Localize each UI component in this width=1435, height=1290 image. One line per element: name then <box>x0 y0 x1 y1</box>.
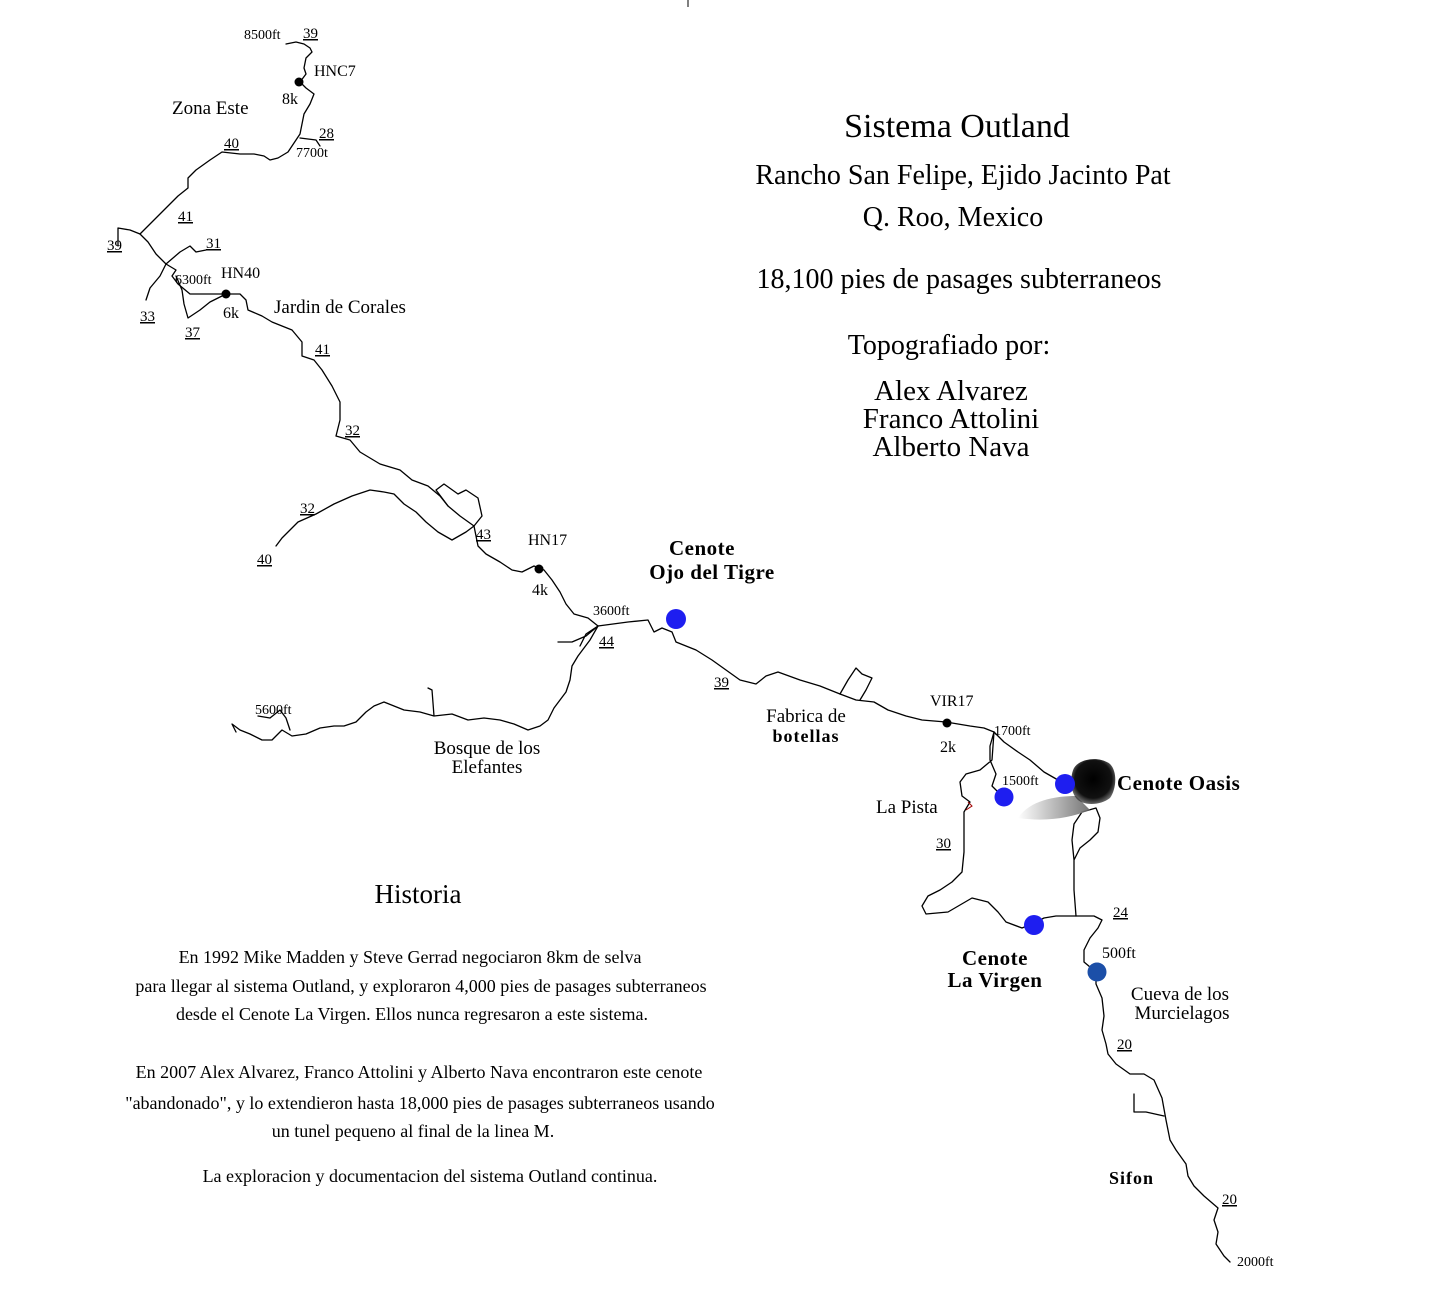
cenote-1500-marker <box>995 788 1014 807</box>
history-p2-line2: "abandonado", y lo extendieron hasta 18,000 pies de pasages subterraneos usando <box>125 1093 715 1113</box>
cueva-murcielagos-marker <box>1088 963 1107 982</box>
station-dot-hn17 <box>535 565 544 574</box>
station-dot-hn40 <box>222 290 231 299</box>
history-section <box>125 879 715 1186</box>
distance-5600: 5600ft <box>255 703 292 718</box>
branch-31 <box>166 246 206 264</box>
history-p1-line1: En 1992 Mike Madden y Steve Gerrad negociaron 8km de selva <box>178 947 642 967</box>
history-p3: La exploracion y documentacion del sistema Outland continua. <box>202 1166 658 1186</box>
depth-20-lower: 20 <box>1222 1192 1237 1208</box>
depth-32-west: 32 <box>300 501 315 517</box>
depth-43: 43 <box>476 527 491 543</box>
region-fabrica-2: botellas <box>772 726 840 746</box>
depth-31: 31 <box>206 236 221 252</box>
station-hn40-k: 6k <box>223 305 239 322</box>
depth-37: 37 <box>185 325 200 341</box>
region-cueva-2: Murcielagos <box>1134 1003 1230 1024</box>
depth-39-west: 39 <box>107 238 122 254</box>
station-hnc7: HNC7 <box>314 63 356 80</box>
line-to-oasis <box>994 732 1058 780</box>
la-pista-loop <box>922 732 1076 928</box>
cenote-labels <box>649 536 1240 992</box>
distance-2000: 2000ft <box>1237 1255 1274 1270</box>
total-length: 18,100 pies de pasages subterraneos <box>756 264 1162 295</box>
history-title: Historia <box>374 879 462 909</box>
history-p1-line2: para llegar al sistema Outland, y exploraron 4,000 pies de pasages subterraneos <box>135 976 707 996</box>
branch-sifon <box>1134 1094 1164 1116</box>
map-header <box>755 108 1170 463</box>
cenote-ojo-label-2: Ojo del Tigre <box>649 560 775 584</box>
station-vir17: VIR17 <box>930 693 974 710</box>
depth-40-west: 40 <box>257 552 272 568</box>
depth-39-east: 39 <box>714 675 729 691</box>
station-hn17-k: 4k <box>532 582 548 599</box>
distance-7700: 7700t <box>296 146 328 161</box>
region-bosque-1: Bosque de los <box>433 738 541 759</box>
cenote-markers <box>666 609 1107 982</box>
line-oasis-south <box>1072 808 1100 916</box>
surveyor-1: Alex Alvarez <box>874 375 1028 407</box>
depth-24: 24 <box>1113 905 1128 921</box>
station-hnc7-k: 8k <box>282 91 298 108</box>
depth-41-top: 41 <box>178 209 193 225</box>
region-sifon: Sifon <box>1109 1168 1155 1188</box>
depth-32-mid: 32 <box>345 423 360 439</box>
cenote-oasis-marker <box>1055 774 1075 794</box>
cenote-virgen-label-1: Cenote <box>962 946 1028 970</box>
depth-39-top: 39 <box>303 26 318 42</box>
station-dot-vir17 <box>943 719 952 728</box>
cenote-la-virgen-marker <box>1024 915 1044 935</box>
cenote-oasis-label: Cenote Oasis <box>1117 771 1241 795</box>
surveyor-3: Alberto Nava <box>872 431 1030 463</box>
location-line-2: Q. Roo, Mexico <box>862 202 1044 233</box>
surveyor-2: Franco Attolini <box>862 403 1040 435</box>
distance-1500: 1500ft <box>1002 774 1039 789</box>
branch-32-40 <box>276 490 474 546</box>
loop-43 <box>436 484 482 526</box>
history-p1-line3: desde el Cenote La Virgen. Ellos nunca regresaron a este sistema. <box>175 1004 649 1024</box>
depth-44: 44 <box>599 634 614 650</box>
branch-33 <box>146 264 166 300</box>
depth-20-upper: 20 <box>1117 1037 1132 1053</box>
station-dot-hnc7 <box>295 78 304 87</box>
history-p2-line3: un tunel pequeno al final de la linea M. <box>271 1121 555 1141</box>
region-fabrica-1: Fabrica de <box>766 706 846 727</box>
map-title: Sistema Outland <box>844 108 1070 145</box>
distance-labels <box>175 28 1274 1270</box>
station-hn17: HN17 <box>528 532 568 549</box>
station-vir17-k: 2k <box>940 739 956 756</box>
distance-8500: 8500ft <box>244 28 281 43</box>
depth-28: 28 <box>319 126 334 142</box>
region-jardin: Jardin de Corales <box>274 297 406 318</box>
branch-bosque <box>232 626 598 740</box>
history-p2-line1: En 2007 Alex Alvarez, Franco Attolini y Alberto Nava encontraron este cenote <box>135 1062 703 1082</box>
region-zona-este: Zona Este <box>172 98 249 119</box>
location-line-1: Rancho San Felipe, Ejido Jacinto Pat <box>755 160 1171 191</box>
region-cueva-1: Cueva de los <box>1130 984 1230 1005</box>
cenote-ojo-del-tigre-marker <box>666 609 686 629</box>
depth-40-top: 40 <box>224 136 239 152</box>
region-bosque-2: Elefantes <box>451 757 523 778</box>
depth-33: 33 <box>140 309 155 325</box>
branch-28 <box>300 138 320 146</box>
distance-6300: 6300ft <box>175 273 212 288</box>
depth-30: 30 <box>936 836 951 852</box>
station-hn40: HN40 <box>221 265 261 282</box>
surveyed-by-label: Topografiado por: <box>847 330 1051 361</box>
distance-500: 500ft <box>1102 945 1136 962</box>
distance-1700: 1700ft <box>994 724 1031 739</box>
cenote-ojo-label-1: Cenote <box>669 536 735 560</box>
distance-3600: 3600ft <box>593 604 630 619</box>
region-labels <box>172 98 1229 1188</box>
region-la-pista: La Pista <box>876 797 938 818</box>
depth-41-mid: 41 <box>315 342 330 358</box>
cenote-virgen-label-2: La Virgen <box>947 968 1043 992</box>
